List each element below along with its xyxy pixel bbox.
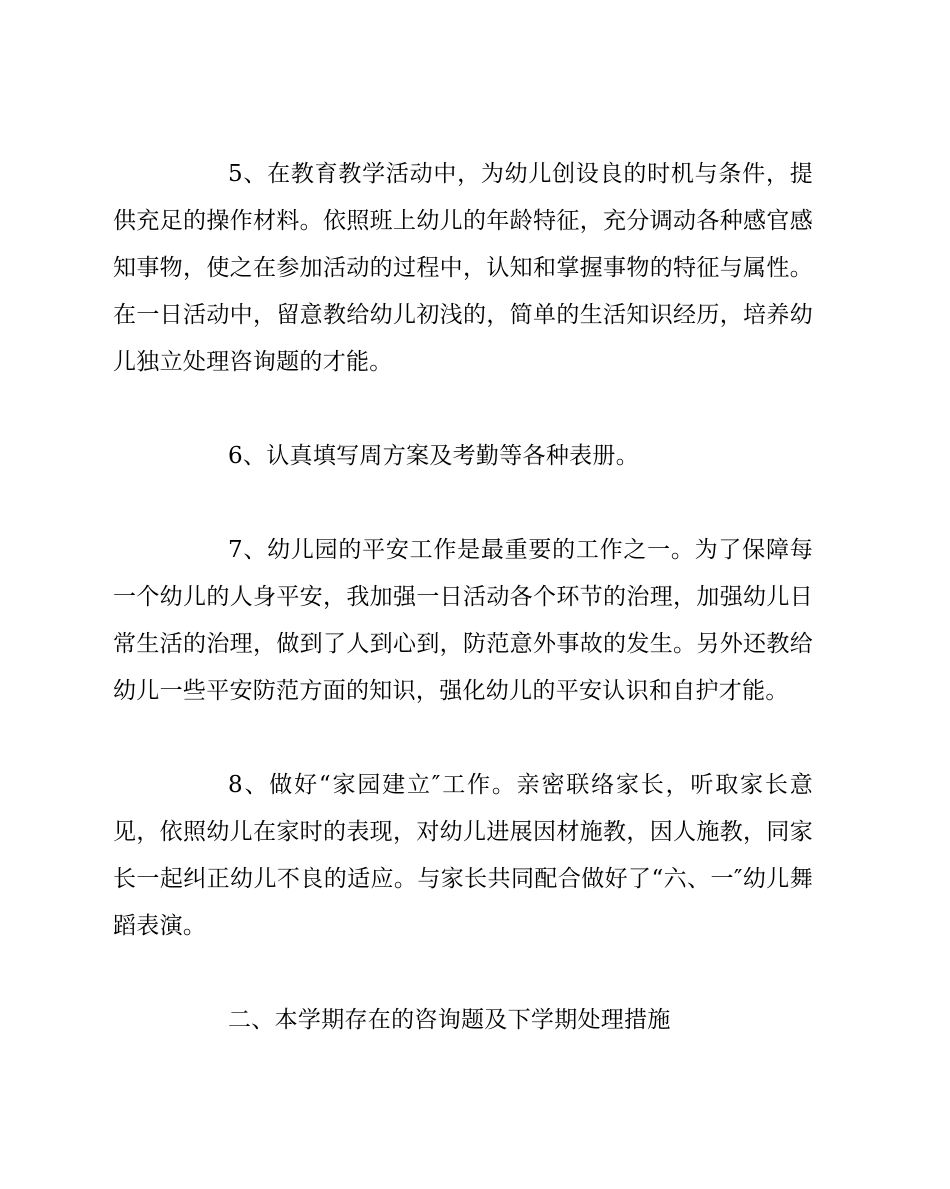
section-heading: 二、本学期存在的咨询题及下学期处理措施: [228, 1007, 671, 1033]
paragraph-item-5: 5、在教育教学活动中，为幼儿创设良的时机与条件，提供充足的操作材料。依照班上幼儿的年龄特征，充分调动各种感官感知事物，使之在参加活动的过程中，认知和掌握事物的特征与属性。在一日活动中，留意教给幼儿初浅的，简单的生活知识经历，培养幼儿独立处理咨询题的才能。: [113, 161, 813, 375]
paragraph-item-6: 6、认真填写周方案及考勤等各种表册。: [228, 443, 640, 469]
document-body: [113, 151, 813, 1044]
paragraph-item-7: 7、幼儿园的平安工作是最重要的工作之一。为了保障每一个幼儿的人身平安，我加强一日活动各个环节的治理，加强幼儿日常生活的治理，做到了人到心到，防范意外事故的发生。另外还教给幼儿一些平安防范方面的知识，强化幼儿的平安认识和自护才能。: [113, 537, 813, 704]
paragraph-spacer: [113, 715, 813, 762]
paragraph-item-8: 8、做好“家园建立″工作。亲密联络家长，听取家长意见，依照幼儿在家时的表现，对幼儿进展因材施教，因人施教，同家长一起纠正幼儿不良的适应。与家长共同配合做好了“六、一″幼儿舞蹈表演。: [113, 772, 813, 939]
paragraph-spacer: [113, 950, 813, 997]
paragraph-spacer: [113, 386, 813, 433]
paragraph-spacer: [113, 480, 813, 527]
